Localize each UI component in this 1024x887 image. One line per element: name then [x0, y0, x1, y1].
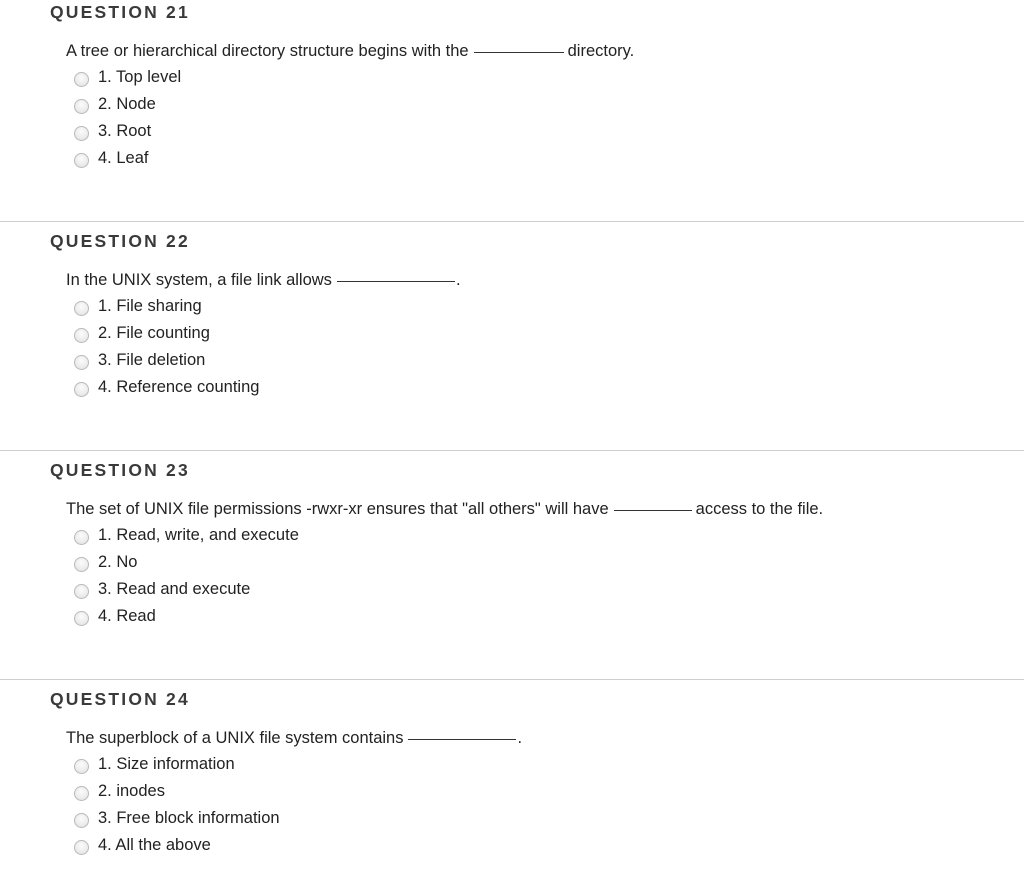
stem-text-end: .: [517, 729, 523, 747]
option-label: 2. inodes: [98, 782, 165, 800]
answer-option-3[interactable]: [74, 805, 280, 832]
question-stem: [66, 271, 461, 290]
option-label: 2. Node: [98, 95, 156, 113]
radio-button[interactable]: [74, 153, 89, 168]
option-label: 3. Free block information: [98, 809, 280, 827]
option-label: 3. Root: [98, 122, 152, 140]
answer-options: [74, 64, 181, 172]
answer-option-1[interactable]: [74, 293, 259, 320]
question-stem: [66, 500, 823, 519]
answer-blank: [337, 280, 455, 282]
radio-button[interactable]: [74, 382, 89, 397]
answer-options: [74, 751, 280, 859]
radio-button[interactable]: [74, 611, 89, 626]
radio-button[interactable]: [74, 126, 89, 141]
answer-option-2[interactable]: [74, 320, 259, 347]
radio-button[interactable]: [74, 584, 89, 599]
question-divider: [0, 221, 1024, 222]
option-label: 1. Top level: [98, 68, 182, 86]
question-divider: [0, 450, 1024, 451]
radio-button[interactable]: [74, 72, 89, 87]
radio-button[interactable]: [74, 840, 89, 855]
option-label: 4. Read: [98, 607, 156, 625]
option-label: 4. Leaf: [98, 149, 149, 167]
answer-option-1[interactable]: [74, 751, 280, 778]
answer-option-2[interactable]: [74, 778, 280, 805]
stem-text: The superblock of a UNIX file system contains: [66, 729, 404, 747]
option-label: 3. Read and execute: [98, 580, 251, 598]
option-label: 1. File sharing: [98, 297, 202, 315]
question-title: QUESTION 22: [50, 231, 190, 251]
answer-option-4[interactable]: [74, 832, 280, 859]
answer-option-4[interactable]: [74, 603, 299, 630]
stem-text-end: directory.: [567, 42, 635, 60]
question-title: QUESTION 23: [50, 460, 190, 480]
answer-blank: [614, 509, 692, 511]
stem-text-end: access to the file.: [695, 500, 824, 518]
answer-blank: [408, 738, 516, 740]
answer-option-4[interactable]: [74, 145, 181, 172]
radio-button[interactable]: [74, 813, 89, 828]
answer-option-2[interactable]: [74, 549, 299, 576]
radio-button[interactable]: [74, 355, 89, 370]
radio-button[interactable]: [74, 301, 89, 316]
radio-button[interactable]: [74, 530, 89, 545]
answer-options: [74, 293, 259, 401]
radio-button[interactable]: [74, 99, 89, 114]
option-label: 4. All the above: [98, 836, 211, 854]
option-label: 4. Reference counting: [98, 378, 260, 396]
question-stem: [66, 42, 634, 61]
answer-option-1[interactable]: [74, 522, 299, 549]
answer-option-1[interactable]: [74, 64, 181, 91]
stem-text-end: .: [455, 271, 461, 289]
answer-blank: [474, 51, 564, 53]
stem-text: In the UNIX system, a file link allows: [66, 271, 332, 289]
answer-option-3[interactable]: [74, 118, 181, 145]
question-divider: [0, 679, 1024, 680]
question-title: QUESTION 24: [50, 689, 190, 709]
answer-option-4[interactable]: [74, 374, 259, 401]
option-label: 1. Read, write, and execute: [98, 526, 299, 544]
radio-button[interactable]: [74, 786, 89, 801]
answer-option-2[interactable]: [74, 91, 181, 118]
answer-option-3[interactable]: [74, 576, 299, 603]
answer-options: [74, 522, 299, 630]
radio-button[interactable]: [74, 328, 89, 343]
stem-text: The set of UNIX file permissions -rwxr-xr ensures that "all others" will have: [66, 500, 609, 518]
option-label: 2. No: [98, 553, 138, 571]
answer-option-3[interactable]: [74, 347, 259, 374]
radio-button[interactable]: [74, 557, 89, 572]
stem-text: A tree or hierarchical directory structure begins with the: [66, 42, 469, 60]
radio-button[interactable]: [74, 759, 89, 774]
option-label: 3. File deletion: [98, 351, 206, 369]
question-title: QUESTION 21: [50, 2, 190, 22]
option-label: 1. Size information: [98, 755, 235, 773]
question-stem: [66, 729, 522, 748]
option-label: 2. File counting: [98, 324, 210, 342]
